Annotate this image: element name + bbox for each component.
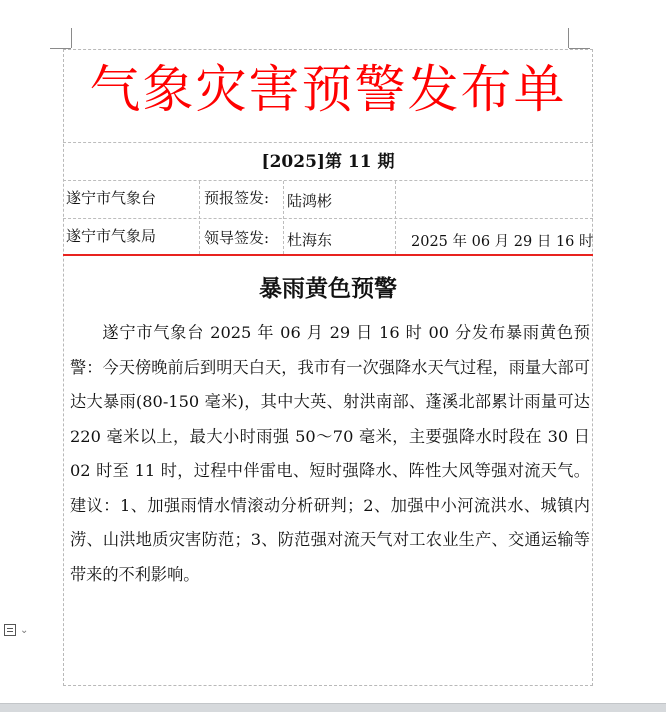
- crop-mark-top-left: [71, 28, 72, 48]
- warning-title: 暴雨黄色预警: [259, 276, 397, 302]
- red-separator-rule: [63, 254, 593, 256]
- issue-number: [2025]第 11 期: [261, 152, 395, 172]
- table-border: [63, 142, 593, 143]
- forecast-sign-label: 预报签发:: [204, 189, 270, 207]
- crop-mark-top-right: [568, 28, 569, 48]
- leader-sign-label: 领导签发:: [204, 229, 270, 247]
- issuer-observatory: 遂宁市气象台: [66, 189, 157, 207]
- forecast-signer: 陆鸿彬: [287, 192, 333, 210]
- warning-body: [70, 316, 590, 592]
- table-border: [63, 180, 593, 181]
- leader-signer: 杜海东: [287, 231, 333, 249]
- table-border: [199, 181, 200, 254]
- chevron-down-icon: ⌄: [20, 624, 29, 636]
- table-border: [395, 181, 396, 254]
- issue-time: 2025 年 06 月 29 日 16 时: [411, 234, 594, 250]
- table-border: [283, 181, 284, 254]
- outline-icon: [4, 624, 16, 636]
- issuer-bureau: 遂宁市气象局: [66, 227, 157, 245]
- table-border: [63, 218, 593, 219]
- side-outline-button[interactable]: [4, 620, 42, 640]
- document-title: 气象灾害预警发布单: [89, 61, 567, 120]
- warning-body-paragraph: 遂宁市气象台 2025 年 06 月 29 日 16 时 00 分发布暴雨黄色预警：今天傍晚前后到明天白天，我市有一次强降水天气过程，雨量大部可达大暴雨(80-150 毫米)，其中大英、射洪南部、蓬溪北部累计雨量可达 220 毫米以上，最大小时雨强 50～70 毫米，主要强降水时段在 30 日 02 时至 11 时，过程中伴雷电、短时强降水、阵性大风等强对流天气。建议：1、加强雨情水情滚动分析研判；2、加强中小河流洪水、城镇内涝、山洪地质灾害防范；3、防范强对流天气对工农业生产、交通运输等带来的不利影响。: [70, 323, 590, 584]
